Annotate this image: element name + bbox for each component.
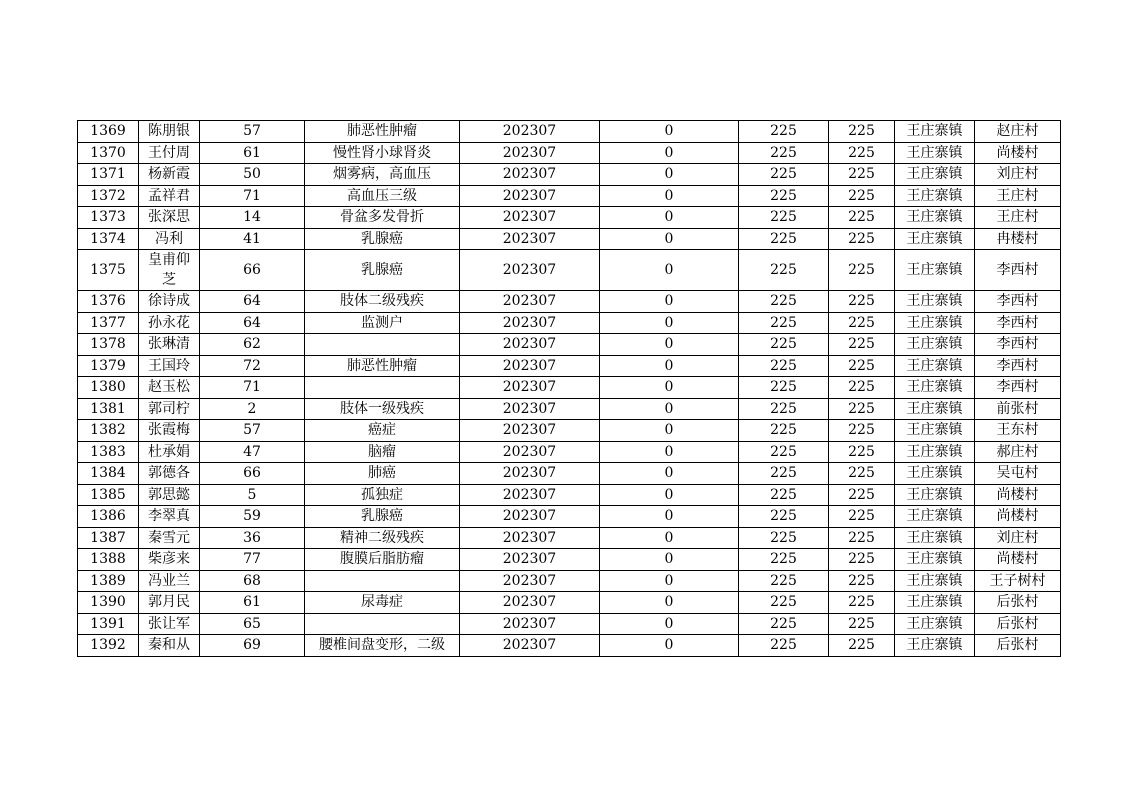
- amount-cell: 225: [739, 355, 829, 377]
- age-cell: 36: [200, 527, 305, 549]
- condition-cell: [305, 377, 460, 399]
- amount2-cell: 225: [829, 207, 895, 229]
- zero-cell: 0: [600, 484, 739, 506]
- month-cell: 202307: [460, 355, 600, 377]
- age-cell: 61: [200, 592, 305, 614]
- seq-cell: 1388: [78, 549, 139, 571]
- seq-cell: 1392: [78, 635, 139, 657]
- age-cell: 50: [200, 164, 305, 186]
- condition-cell: 烟雾病，高血压: [305, 164, 460, 186]
- seq-cell: 1369: [78, 121, 139, 143]
- table-row: [78, 207, 1061, 229]
- town-cell: 王庄寨镇: [895, 592, 975, 614]
- amount-cell: 225: [739, 250, 829, 291]
- zero-cell: 0: [600, 420, 739, 442]
- name-cell: 张霞梅: [139, 420, 200, 442]
- table-row: [78, 570, 1061, 592]
- month-cell: 202307: [460, 527, 600, 549]
- zero-cell: 0: [600, 377, 739, 399]
- amount2-cell: 225: [829, 291, 895, 313]
- seq-cell: 1373: [78, 207, 139, 229]
- zero-cell: 0: [600, 207, 739, 229]
- name-cell: 李翠真: [139, 506, 200, 528]
- name-cell: 孟祥君: [139, 185, 200, 207]
- amount2-cell: 225: [829, 527, 895, 549]
- seq-cell: 1378: [78, 334, 139, 356]
- amount2-cell: 225: [829, 121, 895, 143]
- table-row: [78, 506, 1061, 528]
- town-cell: 王庄寨镇: [895, 250, 975, 291]
- age-cell: 2: [200, 398, 305, 420]
- seq-cell: 1390: [78, 592, 139, 614]
- zero-cell: 0: [600, 549, 739, 571]
- condition-cell: 肢体一级残疾: [305, 398, 460, 420]
- seq-cell: 1370: [78, 142, 139, 164]
- amount2-cell: 225: [829, 420, 895, 442]
- zero-cell: 0: [600, 613, 739, 635]
- name-cell: 秦雪元: [139, 527, 200, 549]
- village-cell: 郝庄村: [975, 441, 1061, 463]
- amount-cell: 225: [739, 635, 829, 657]
- name-cell: 王国玲: [139, 355, 200, 377]
- month-cell: 202307: [460, 207, 600, 229]
- village-cell: 尚楼村: [975, 549, 1061, 571]
- amount2-cell: 225: [829, 441, 895, 463]
- zero-cell: 0: [600, 312, 739, 334]
- zero-cell: 0: [600, 592, 739, 614]
- seq-cell: 1386: [78, 506, 139, 528]
- town-cell: 王庄寨镇: [895, 121, 975, 143]
- condition-cell: 肺恶性肿瘤: [305, 355, 460, 377]
- name-cell: 杜承娟: [139, 441, 200, 463]
- amount-cell: 225: [739, 398, 829, 420]
- town-cell: 王庄寨镇: [895, 635, 975, 657]
- table-row: [78, 291, 1061, 313]
- village-cell: 李西村: [975, 334, 1061, 356]
- condition-cell: 慢性肾小球肾炎: [305, 142, 460, 164]
- zero-cell: 0: [600, 441, 739, 463]
- table-row: [78, 635, 1061, 657]
- table-row: [78, 185, 1061, 207]
- seq-cell: 1380: [78, 377, 139, 399]
- name-cell: 冯业兰: [139, 570, 200, 592]
- town-cell: 王庄寨镇: [895, 506, 975, 528]
- village-cell: 王子树村: [975, 570, 1061, 592]
- town-cell: 王庄寨镇: [895, 484, 975, 506]
- condition-cell: 肢体二级残疾: [305, 291, 460, 313]
- name-cell: 张深思: [139, 207, 200, 229]
- age-cell: 47: [200, 441, 305, 463]
- village-cell: 冉楼村: [975, 228, 1061, 250]
- town-cell: 王庄寨镇: [895, 142, 975, 164]
- table-row: [78, 613, 1061, 635]
- seq-cell: 1379: [78, 355, 139, 377]
- age-cell: 64: [200, 291, 305, 313]
- amount-cell: 225: [739, 527, 829, 549]
- condition-cell: [305, 613, 460, 635]
- table-row: [78, 398, 1061, 420]
- zero-cell: 0: [600, 121, 739, 143]
- seq-cell: 1382: [78, 420, 139, 442]
- zero-cell: 0: [600, 291, 739, 313]
- amount2-cell: 225: [829, 549, 895, 571]
- village-cell: 尚楼村: [975, 484, 1061, 506]
- amount2-cell: 225: [829, 250, 895, 291]
- month-cell: 202307: [460, 463, 600, 485]
- seq-cell: 1371: [78, 164, 139, 186]
- amount2-cell: 225: [829, 398, 895, 420]
- condition-cell: 乳腺癌: [305, 228, 460, 250]
- village-cell: 尚楼村: [975, 142, 1061, 164]
- amount-cell: 225: [739, 441, 829, 463]
- village-cell: 刘庄村: [975, 164, 1061, 186]
- seq-cell: 1389: [78, 570, 139, 592]
- amount2-cell: 225: [829, 312, 895, 334]
- amount-cell: 225: [739, 164, 829, 186]
- seq-cell: 1381: [78, 398, 139, 420]
- age-cell: 5: [200, 484, 305, 506]
- zero-cell: 0: [600, 250, 739, 291]
- amount-cell: 225: [739, 291, 829, 313]
- month-cell: 202307: [460, 506, 600, 528]
- seq-cell: 1391: [78, 613, 139, 635]
- village-cell: 王庄村: [975, 207, 1061, 229]
- village-cell: 后张村: [975, 592, 1061, 614]
- month-cell: 202307: [460, 121, 600, 143]
- zero-cell: 0: [600, 355, 739, 377]
- amount-cell: 225: [739, 207, 829, 229]
- amount-cell: 225: [739, 377, 829, 399]
- name-cell: 郭思懿: [139, 484, 200, 506]
- month-cell: 202307: [460, 185, 600, 207]
- amount-cell: 225: [739, 334, 829, 356]
- village-cell: 赵庄村: [975, 121, 1061, 143]
- amount-cell: 225: [739, 506, 829, 528]
- table-row: [78, 527, 1061, 549]
- condition-cell: 癌症: [305, 420, 460, 442]
- amount2-cell: 225: [829, 228, 895, 250]
- zero-cell: 0: [600, 334, 739, 356]
- town-cell: 王庄寨镇: [895, 312, 975, 334]
- seq-cell: 1375: [78, 250, 139, 291]
- condition-cell: 监测户: [305, 312, 460, 334]
- village-cell: 李西村: [975, 250, 1061, 291]
- town-cell: 王庄寨镇: [895, 549, 975, 571]
- seq-cell: 1387: [78, 527, 139, 549]
- month-cell: 202307: [460, 420, 600, 442]
- table-row: [78, 463, 1061, 485]
- name-cell: 孙永花: [139, 312, 200, 334]
- table-row: [78, 377, 1061, 399]
- condition-cell: 腹膜后脂肪瘤: [305, 549, 460, 571]
- month-cell: 202307: [460, 441, 600, 463]
- zero-cell: 0: [600, 164, 739, 186]
- month-cell: 202307: [460, 228, 600, 250]
- town-cell: 王庄寨镇: [895, 613, 975, 635]
- town-cell: 王庄寨镇: [895, 420, 975, 442]
- month-cell: 202307: [460, 613, 600, 635]
- amount-cell: 225: [739, 420, 829, 442]
- age-cell: 61: [200, 142, 305, 164]
- age-cell: 59: [200, 506, 305, 528]
- zero-cell: 0: [600, 527, 739, 549]
- amount-cell: 225: [739, 613, 829, 635]
- table-row: [78, 334, 1061, 356]
- seq-cell: 1376: [78, 291, 139, 313]
- name-cell: 杨新霞: [139, 164, 200, 186]
- zero-cell: 0: [600, 185, 739, 207]
- amount2-cell: 225: [829, 613, 895, 635]
- condition-cell: [305, 570, 460, 592]
- amount2-cell: 225: [829, 635, 895, 657]
- month-cell: 202307: [460, 312, 600, 334]
- name-cell: 王付周: [139, 142, 200, 164]
- condition-cell: 肺癌: [305, 463, 460, 485]
- name-cell: 张让军: [139, 613, 200, 635]
- town-cell: 王庄寨镇: [895, 463, 975, 485]
- village-cell: 李西村: [975, 312, 1061, 334]
- table-row: [78, 355, 1061, 377]
- age-cell: 57: [200, 121, 305, 143]
- town-cell: 王庄寨镇: [895, 377, 975, 399]
- table-row: [78, 121, 1061, 143]
- table-row: [78, 484, 1061, 506]
- condition-cell: 骨盆多发骨折: [305, 207, 460, 229]
- table-row: [78, 250, 1061, 291]
- zero-cell: 0: [600, 463, 739, 485]
- name-cell: 郭司柠: [139, 398, 200, 420]
- town-cell: 王庄寨镇: [895, 570, 975, 592]
- name-cell: 皇甫仰芝: [139, 250, 200, 291]
- amount2-cell: 225: [829, 355, 895, 377]
- age-cell: 77: [200, 549, 305, 571]
- village-cell: 后张村: [975, 613, 1061, 635]
- age-cell: 68: [200, 570, 305, 592]
- condition-cell: 精神二级残疾: [305, 527, 460, 549]
- table-row: [78, 592, 1061, 614]
- amount2-cell: 225: [829, 334, 895, 356]
- village-cell: 王东村: [975, 420, 1061, 442]
- name-cell: 郭德各: [139, 463, 200, 485]
- condition-cell: 尿毒症: [305, 592, 460, 614]
- name-cell: 陈朋银: [139, 121, 200, 143]
- amount-cell: 225: [739, 592, 829, 614]
- zero-cell: 0: [600, 398, 739, 420]
- village-cell: 前张村: [975, 398, 1061, 420]
- seq-cell: 1384: [78, 463, 139, 485]
- age-cell: 66: [200, 250, 305, 291]
- village-cell: 尚楼村: [975, 506, 1061, 528]
- condition-cell: 腰椎间盘变形，二级: [305, 635, 460, 657]
- seq-cell: 1374: [78, 228, 139, 250]
- name-cell: 张琳清: [139, 334, 200, 356]
- condition-cell: 乳腺癌: [305, 506, 460, 528]
- month-cell: 202307: [460, 398, 600, 420]
- amount2-cell: 225: [829, 570, 895, 592]
- age-cell: 69: [200, 635, 305, 657]
- age-cell: 72: [200, 355, 305, 377]
- amount2-cell: 225: [829, 506, 895, 528]
- village-cell: 李西村: [975, 377, 1061, 399]
- town-cell: 王庄寨镇: [895, 185, 975, 207]
- village-cell: 吴屯村: [975, 463, 1061, 485]
- seq-cell: 1372: [78, 185, 139, 207]
- condition-cell: 肺恶性肿瘤: [305, 121, 460, 143]
- month-cell: 202307: [460, 334, 600, 356]
- age-cell: 64: [200, 312, 305, 334]
- table-row: [78, 164, 1061, 186]
- village-cell: 刘庄村: [975, 527, 1061, 549]
- town-cell: 王庄寨镇: [895, 527, 975, 549]
- age-cell: 66: [200, 463, 305, 485]
- condition-cell: [305, 334, 460, 356]
- town-cell: 王庄寨镇: [895, 398, 975, 420]
- table-row: [78, 549, 1061, 571]
- amount-cell: 225: [739, 549, 829, 571]
- age-cell: 62: [200, 334, 305, 356]
- zero-cell: 0: [600, 635, 739, 657]
- table-row: [78, 312, 1061, 334]
- town-cell: 王庄寨镇: [895, 291, 975, 313]
- amount2-cell: 225: [829, 592, 895, 614]
- zero-cell: 0: [600, 228, 739, 250]
- data-table: [77, 120, 1061, 657]
- age-cell: 57: [200, 420, 305, 442]
- zero-cell: 0: [600, 506, 739, 528]
- village-cell: 王庄村: [975, 185, 1061, 207]
- zero-cell: 0: [600, 570, 739, 592]
- name-cell: 郭月民: [139, 592, 200, 614]
- zero-cell: 0: [600, 142, 739, 164]
- month-cell: 202307: [460, 142, 600, 164]
- name-cell: 冯利: [139, 228, 200, 250]
- age-cell: 71: [200, 185, 305, 207]
- seq-cell: 1383: [78, 441, 139, 463]
- age-cell: 14: [200, 207, 305, 229]
- condition-cell: 乳腺癌: [305, 250, 460, 291]
- month-cell: 202307: [460, 635, 600, 657]
- amount-cell: 225: [739, 228, 829, 250]
- name-cell: 秦和从: [139, 635, 200, 657]
- name-cell: 徐诗成: [139, 291, 200, 313]
- village-cell: 李西村: [975, 291, 1061, 313]
- age-cell: 71: [200, 377, 305, 399]
- seq-cell: 1377: [78, 312, 139, 334]
- amount2-cell: 225: [829, 484, 895, 506]
- month-cell: 202307: [460, 484, 600, 506]
- month-cell: 202307: [460, 570, 600, 592]
- amount2-cell: 225: [829, 377, 895, 399]
- age-cell: 65: [200, 613, 305, 635]
- amount-cell: 225: [739, 185, 829, 207]
- amount-cell: 225: [739, 312, 829, 334]
- town-cell: 王庄寨镇: [895, 441, 975, 463]
- table-row: [78, 420, 1061, 442]
- amount2-cell: 225: [829, 142, 895, 164]
- amount-cell: 225: [739, 121, 829, 143]
- amount-cell: 225: [739, 484, 829, 506]
- table-row: [78, 142, 1061, 164]
- village-cell: 后张村: [975, 635, 1061, 657]
- amount2-cell: 225: [829, 164, 895, 186]
- month-cell: 202307: [460, 549, 600, 571]
- month-cell: 202307: [460, 377, 600, 399]
- town-cell: 王庄寨镇: [895, 355, 975, 377]
- town-cell: 王庄寨镇: [895, 228, 975, 250]
- town-cell: 王庄寨镇: [895, 207, 975, 229]
- village-cell: 李西村: [975, 355, 1061, 377]
- table-row: [78, 228, 1061, 250]
- amount-cell: 225: [739, 570, 829, 592]
- town-cell: 王庄寨镇: [895, 164, 975, 186]
- amount2-cell: 225: [829, 463, 895, 485]
- table-row: [78, 441, 1061, 463]
- condition-cell: 脑瘤: [305, 441, 460, 463]
- condition-cell: 孤独症: [305, 484, 460, 506]
- condition-cell: 高血压三级: [305, 185, 460, 207]
- month-cell: 202307: [460, 592, 600, 614]
- name-cell: 赵玉松: [139, 377, 200, 399]
- amount2-cell: 225: [829, 185, 895, 207]
- amount-cell: 225: [739, 463, 829, 485]
- month-cell: 202307: [460, 291, 600, 313]
- month-cell: 202307: [460, 164, 600, 186]
- month-cell: 202307: [460, 250, 600, 291]
- name-cell: 柴彦来: [139, 549, 200, 571]
- town-cell: 王庄寨镇: [895, 334, 975, 356]
- amount-cell: 225: [739, 142, 829, 164]
- seq-cell: 1385: [78, 484, 139, 506]
- age-cell: 41: [200, 228, 305, 250]
